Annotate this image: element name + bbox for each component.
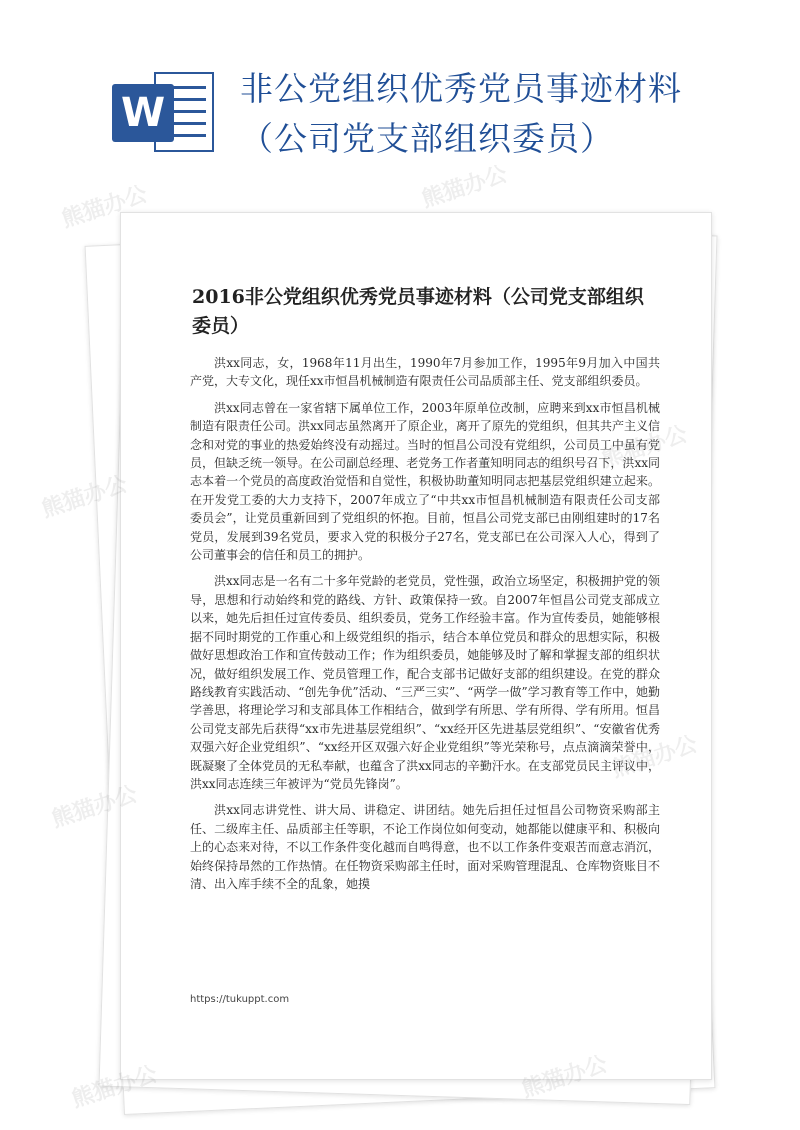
- header-title: 非公党组织优秀党员事迹材料（公司党支部组织委员）: [240, 69, 682, 158]
- word-logo-icon: [112, 62, 216, 162]
- paragraph: 洪xx同志曾在一家省辖下属单位工作，2003年原单位改制，应聘来到xx市恒昌机械制造有限责任公司。洪xx同志虽然离开了原企业，离开了原先的党组织，但其共产主义信念和对党的事业的热爱始终没有动摇过。当时的恒昌公司没有党组织，公司员工中虽有党员，但缺乏统一领导。在公司副总经理、老党务工作者董知明同志的组织号召下，洪xx同志本着一个党员的高度政治觉悟和自觉性，积极协助董知明同志把基层党组织建立起来。在开发党工委的大力支持下，2007年成立了“中共xx市恒昌机械制造有限责任公司支部委员会”，让党员重新回到了党组织的怀抱。目前，恒昌公司党支部已由刚组建时的17名党员，发展到39名党员，要求入党的积极分子27名，党支部已在公司深入人心，得到了公司董事会的信任和员工的拥护。: [190, 400, 660, 563]
- paragraph: 洪xx同志是一名有二十多年党龄的老党员，党性强，政治立场坚定，积极拥护党的领导，思想和行动始终和党的路线、方针、政策保持一致。自2007年恒昌公司党支部成立以来，她先后担任过宣传委员、组织委员，党务工作经验丰富。作为宣传委员，她能够根据不同时期党的工作重心和上级党组织的指示，结合本单位党员和群众的思想实际，积极做好思想政治工作和宣传鼓动工作；作为组织委员，她能够及时了解和掌握支部的组织状况，做好组织发展工作、党员管理工作，配合支部书记做好支部的组织建设。在党的群众路线教育实践活动、“创先争优”活动、“三严三实”、“两学一做”学习教育等工作中，她勤学善思，将理论学习和支部具体工作相结合，做到学有所思、学有所得、学有所用。恒昌公司党支部先后获得“xx市先进基层党组织”、“xx经开区先进基层党组织”、“安徽省优秀双强六好企业党组织”、“xx经开区双强六好企业党组织”等光荣称号，点点滴滴荣誉中，既凝聚了全体党员的无私奉献，也蕴含了洪xx同志的辛勤汗水。在支部党员民主评议中，洪xx同志连续三年被评为“党员先锋岗”。: [190, 574, 660, 791]
- word-badge: W: [112, 84, 174, 142]
- watermark-icon: 熊猫办公: [48, 781, 141, 833]
- watermark-icon: 熊猫办公: [418, 161, 511, 213]
- document-body: [190, 354, 660, 901]
- watermark-icon: 熊猫办公: [68, 1061, 161, 1113]
- paragraph: 洪xx同志，女，1968年11月出生，1990年7月参加工作，1995年9月加入中国共产党，大专文化，现任xx市恒昌机械制造有限责任公司品质部主任、党支部组织委员。: [190, 356, 660, 389]
- footer-url: https://tukuppt.com: [190, 994, 290, 1005]
- watermark-icon: 熊猫办公: [58, 181, 151, 233]
- document-title: 2016非公党组织优秀党员事迹材料（公司党支部组织委员）: [192, 286, 644, 337]
- watermark-icon: 熊猫办公: [38, 471, 131, 523]
- paragraph: 洪xx同志讲党性、讲大局、讲稳定、讲团结。她先后担任过恒昌公司物资采购部主任、二级库主任、品质部主任等职，不论工作岗位如何变动，她都能以健康平和、积极向上的心态来对待，不以工作条件变化越而自鸣得意，也不以工作条件变艰苦而意志消沉，始终保持昂然的工作热情。在任物资采购部主任时，面对采购管理混乱、仓库物资账目不清、出入库手续不全的乱象，她摸: [190, 803, 660, 891]
